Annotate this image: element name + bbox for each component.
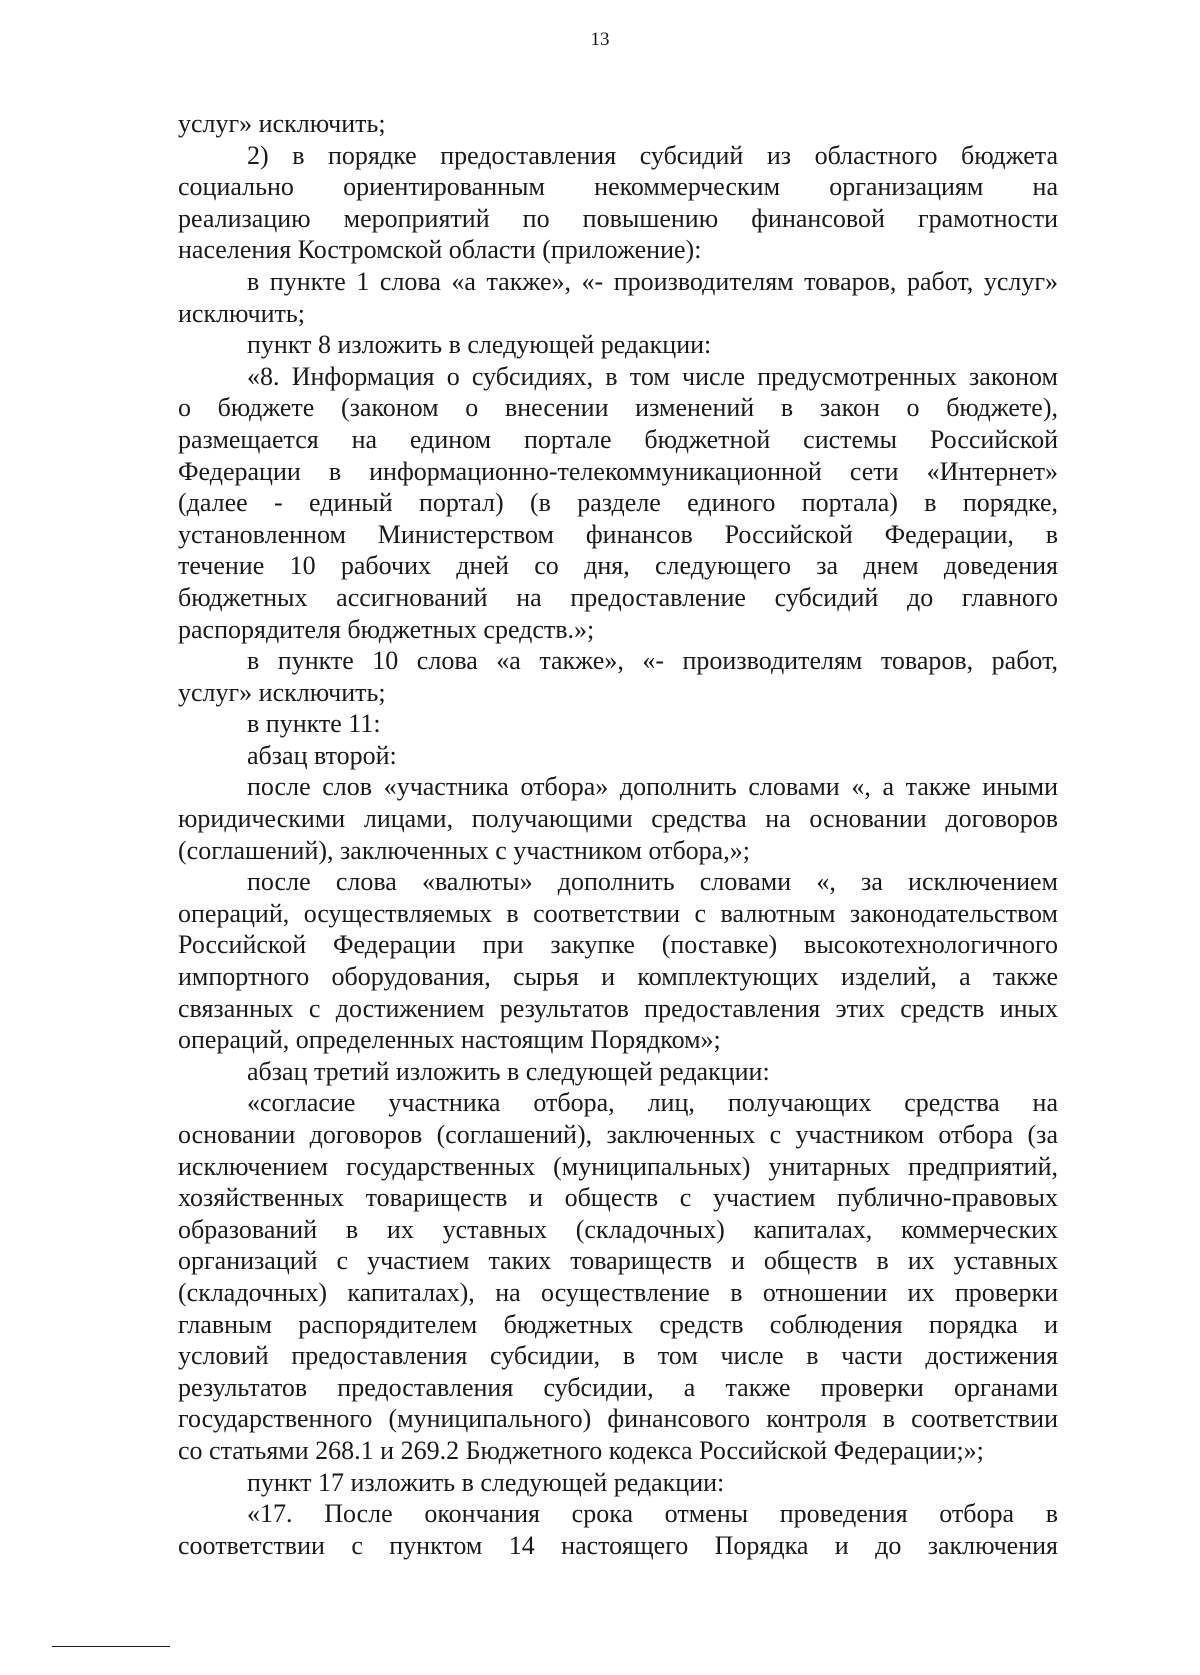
text-line: в пункте 10 слова «а также», «- производителям товаров, работ,: [247, 646, 1058, 676]
page-number: 13: [590, 29, 610, 50]
text-line: исключением государственных (муниципальных) унитарных предприятий,: [178, 1151, 1058, 1181]
text-line: течение 10 рабочих дней со дня, следующего за днем доведения: [178, 551, 1058, 581]
text-line: исключить;: [178, 298, 305, 328]
text-line: бюджетных ассигнований на предоставление субсидий до главного: [178, 582, 1058, 612]
text-line: размещается на едином портале бюджетной системы Российской: [178, 424, 1058, 454]
text-line: «согласие участника отбора, лиц, получающих средства на: [247, 1088, 1058, 1118]
text-line: распорядителя бюджетных средств.»;: [178, 614, 595, 644]
text-line: результатов предоставления субсидии, а также проверки органами: [178, 1372, 1058, 1402]
text-line: образований в их уставных (складочных) капиталах, коммерческих: [178, 1214, 1058, 1244]
text-line: абзац третий изложить в следующей редакции:: [247, 1056, 770, 1086]
text-line: соответствии с пунктом 14 настоящего Порядка и до заключения: [178, 1530, 1058, 1560]
text-line: 2) в порядке предоставления субсидий из областного бюджета: [247, 140, 1058, 170]
text-line: реализацию мероприятий по повышению финансовой грамотности: [178, 203, 1058, 233]
text-line: со статьями 268.1 и 269.2 Бюджетного кодекса Российской Федерации;»;: [178, 1435, 984, 1465]
text-line: юридическими лицами, получающими средства на основании договоров: [178, 804, 1058, 834]
text-line: в пункте 1 слова «а также», «- производителям товаров, работ, услуг»: [247, 266, 1058, 296]
document-body: [178, 108, 1058, 1561]
text-line: услуг» исключить;: [178, 109, 386, 138]
text-line: населения Костромской области (приложение):: [178, 235, 702, 265]
text-line: в пункте 11:: [247, 709, 381, 739]
text-line: социально ориентированным некоммерческим организациям на: [178, 172, 1058, 202]
text-line: основании договоров (соглашений), заключенных с участником отбора (за: [178, 1120, 1058, 1149]
text-line: хозяйственных товариществ и обществ с участием публично-правовых: [178, 1183, 1058, 1213]
text-line: операций, осуществляемых в соответствии с валютным законодательством: [178, 898, 1058, 928]
text-line: импортного оборудования, сырья и комплектующих изделий, а также: [178, 962, 1058, 992]
text-line: пункт 17 изложить в следующей редакции:: [247, 1467, 725, 1497]
footnote-rule: [52, 1646, 170, 1647]
text-line: организаций с участием таких товариществ и обществ в их уставных: [178, 1246, 1058, 1276]
text-line: услуг» исключить;: [178, 677, 386, 707]
text-line: условий предоставления субсидии, в том числе в части достижения: [178, 1341, 1058, 1371]
text-line: операций, определенных настоящим Порядком»;: [178, 1025, 721, 1055]
text-line: Российской Федерации при закупке (поставке) высокотехнологичного: [178, 930, 1058, 960]
text-line: связанных с достижением результатов предоставления этих средств иных: [178, 993, 1058, 1023]
text-line: после слов «участника отбора» дополнить словами «, а также иными: [247, 772, 1058, 802]
text-line: пункт 8 изложить в следующей редакции:: [247, 330, 712, 360]
text-line: «17. После окончания срока отмены проведения отбора в: [247, 1499, 1058, 1529]
text-line: о бюджете (законом о внесении изменений в закон о бюджете),: [178, 393, 1058, 423]
text-line: (соглашений), заключенных с участником отбора,»;: [178, 835, 750, 865]
text-line: главным распорядителем бюджетных средств соблюдения порядка и: [178, 1309, 1058, 1339]
text-line: (далее - единый портал) (в разделе единого портала) в порядке,: [178, 488, 1058, 518]
text-line: после слова «валюты» дополнить словами «, за исключением: [247, 867, 1058, 897]
text-line: (складочных) капиталах), на осуществление в отношении их проверки: [178, 1277, 1058, 1307]
text-line: установленном Министерством финансов Российской Федерации, в: [178, 519, 1058, 549]
text-line: «8. Информация о субсидиях, в том числе предусмотренных законом: [247, 361, 1058, 391]
text-line: государственного (муниципального) финансового контроля в соответствии: [178, 1404, 1058, 1434]
text-line: Федерации в информационно-телекоммуникационной сети «Интернет»: [178, 456, 1058, 486]
text-line: абзац второй:: [247, 740, 397, 770]
